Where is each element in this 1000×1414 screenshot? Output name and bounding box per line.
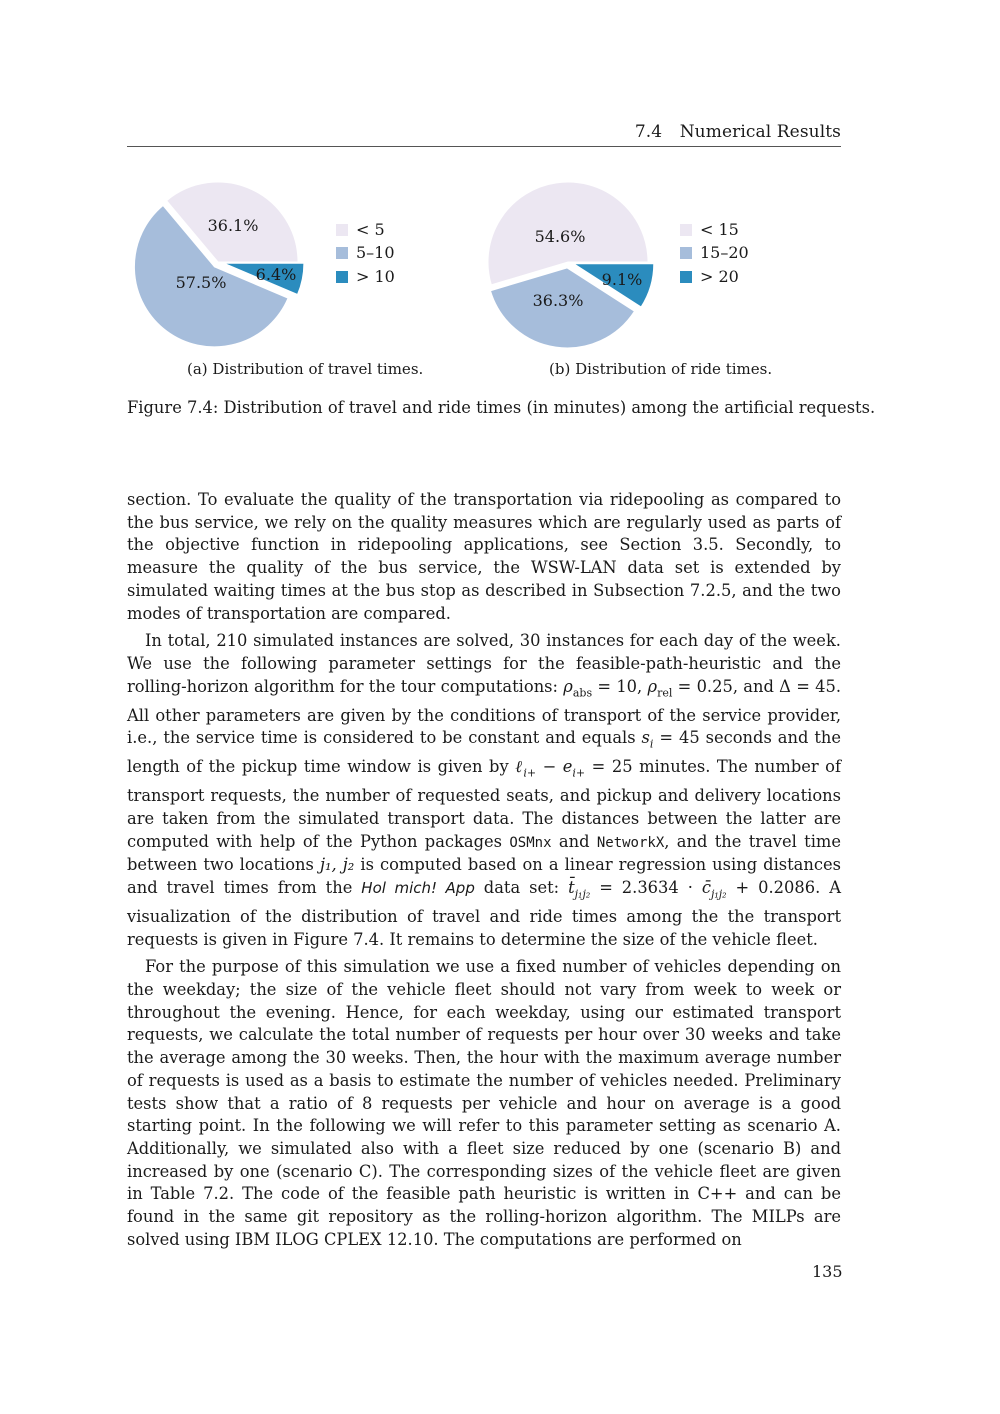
header-text — [635, 122, 841, 142]
legend-swatch — [680, 271, 692, 283]
paragraph: section. To evaluate the quality of the transportation via ridepooling as compared to the bus service, we rely on the quality measures which are regularly used as parts of the objective function in ridepooling applications, see Section 3.5. Secondly, to measure the quality of the bus service, the WSW-LAN data set is extended by simulated waiting times at the bus stop as described in Subsection 7.2.5, and the two modes of transportation are compared. — [127, 490, 841, 623]
pie-slice-label: 6.4% — [255, 265, 297, 284]
legend-item — [680, 218, 749, 242]
code-networkx: NetworkX — [596, 834, 665, 851]
legend-item — [336, 242, 395, 266]
subfigure-caption-a: (a) Distribution of travel times. — [187, 360, 424, 378]
legend-item — [336, 218, 395, 242]
code-osmnx: OSMnx — [509, 834, 552, 851]
subfigure-ride-times — [480, 170, 780, 350]
subfigure-travel-times — [130, 170, 430, 350]
figure-caption: Figure 7.4: Distribution of travel and ride times (in minutes) among the artificial requests. — [127, 398, 876, 417]
legend-swatch — [336, 271, 348, 283]
subfigure-caption-b: (b) Distribution of ride times. — [549, 360, 773, 378]
legend-swatch — [680, 224, 692, 236]
pie-slice-label: 54.6% — [534, 227, 586, 246]
section-number: 7.4 — [634, 122, 663, 142]
legend-item — [680, 265, 749, 289]
running-header — [127, 122, 841, 147]
pie-slice-label: 9.1% — [601, 270, 643, 289]
legend-label: 5–10 — [356, 243, 395, 263]
legend-item — [336, 265, 395, 289]
legend-item — [680, 242, 749, 266]
pie-slice-label: 57.5% — [175, 273, 227, 292]
pie-slice-label: 36.3% — [532, 291, 584, 310]
legend-label: > 10 — [356, 266, 395, 286]
page-number: 135 — [812, 1262, 843, 1281]
legend-ride-times — [680, 218, 749, 289]
pie-chart-travel-times — [130, 170, 310, 350]
paragraph: In total, 210 simulated instances are solved, 30 instances for each day of the week. We use the following parameter settings for the feasible-path-heuristic and the rolling-horizon algorithm for the tour computations: $\rho_{abs} = 10$, $\rho_{rel} = 0.25$, and Δ = 45. All other parameters are given by the conditions of transport of the service provider, i.e., the service time is considered to be constant and equals $s_i = 45$ seconds and the length of the pickup time window is given by ℓ$_{i+}$ − $e_{i+} = 25$ minutes. The number of transport requests, the number of requested seats, and pickup and delivery locations are taken from the simulated transport data. The distances between the latter are computed with help of the Python packages OSMnx and NetworkX, and the travel time between two locations j₁, j₂ is computed based on a linear regression using distances and travel times from the Hol mich! App data set: $t̄_{j_1j_2} = 2.3634$ · $c̄_{j_1j_2} + 0.2086$. A visualization of the distribution of travel and ride times among the the transport requests is given in Figure 7.4. It remains to determine the size of the vehicle fleet. — [127, 631, 842, 949]
legend-label: 15–20 — [700, 243, 749, 263]
legend-travel-times — [336, 218, 395, 289]
pie-chart-ride-times — [480, 170, 660, 350]
section-title: Numerical Results — [679, 122, 841, 142]
paragraph: For the purpose of this simulation we use a fixed number of vehicles depending on the weekday; the size of the vehicle fleet should not vary from week to week or throughout the evening. Hence, for each weekday, using our estimated transport requests, we calculate the total number of requests per hour over 30 weeks and take the average among the 30 weeks. Then, the hour with the maximum average number of requests is used as a basis to estimate the number of vehicles needed. Preliminary tests show that a ratio of 8 requests per vehicle and hour on average is a good starting point. In the following we will refer to this parameter setting as scenario A. Additionally, we simulated also with a fleet size reduced by one (scenario B) and increased by one (scenario C). The corresponding sizes of the vehicle fleet are given in Table 7.2. The code of the feasible path heuristic is written in C++ and can be found in the same git repository as the rolling-horizon algorithm. The MILPs are solved using IBM ILOG CPLEX 12.10. The computations are performed on — [127, 957, 841, 1249]
legend-swatch — [680, 247, 692, 259]
body-text — [127, 489, 841, 1257]
app-name: Hol mich! App — [361, 879, 475, 897]
legend-label: > 20 — [700, 266, 739, 286]
legend-swatch — [336, 247, 348, 259]
legend-label: < 15 — [700, 219, 739, 239]
pie-slice-label: 36.1% — [207, 216, 259, 235]
legend-swatch — [336, 224, 348, 236]
legend-label: < 5 — [356, 219, 385, 239]
